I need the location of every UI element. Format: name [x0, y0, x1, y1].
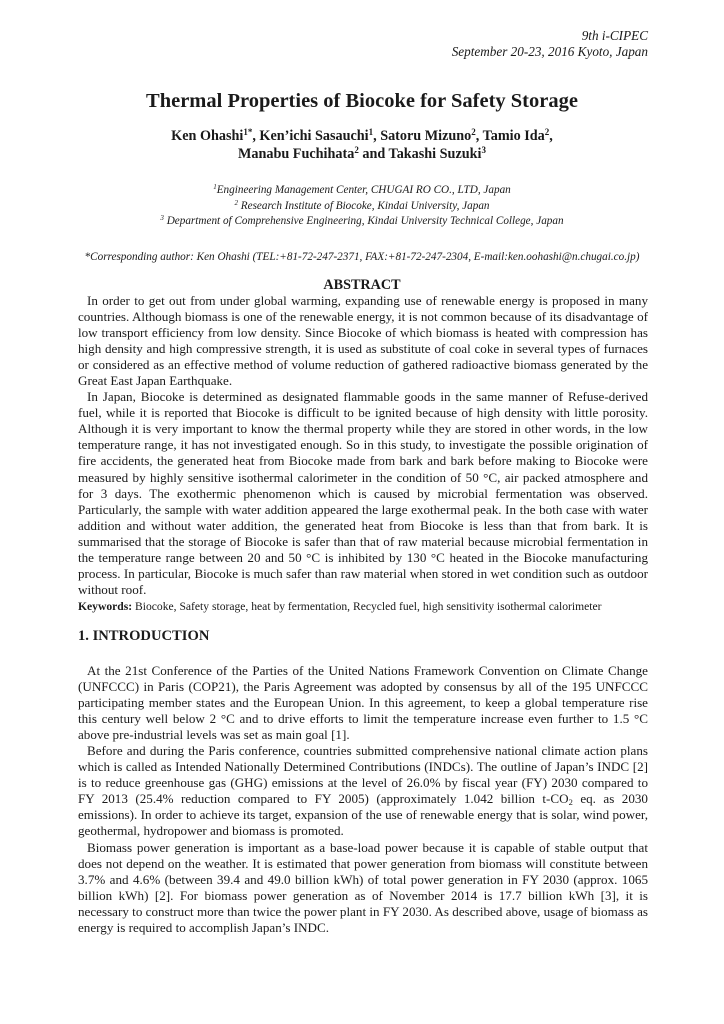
abstract-heading: ABSTRACT — [323, 277, 401, 293]
conference-name: 9th i-CIPEC — [581, 28, 648, 43]
paragraph-text: Before and during the Paris conference, countries submitted comprehensive national climate action plans which is called as Intended Nationally Determined Contributions (INDCs). The outline of Japan’s INDC [2] is to reduce greenhouse gas (GHG) emissions at the level of 26.0% by fiscal year (FY) 2030 compared to FY 2013 (25.4% reduction compared to FY 2005) (approximately 1.042 billion t-CO — [78, 743, 648, 807]
introduction-paragraph: At the 21st Conference of the Parties of the United Nations Framework Convention on Climate Change (UNFCCC) in Paris (COP21), the Paris Agreement was adopted by consensus by all of the 195 UNFCCC participating member states and the European Union. In this agreement, to keep a global temperature rise this century well below 2 °C and to drive efforts to limit the temperature increase even further to 1.5 °C above pre-industrial levels was set as main goal [1]. — [78, 663, 648, 743]
affiliation — [0, 214, 724, 230]
corresponding-author: *Corresponding author: Ken Ohashi (TEL:+81-72-247-2371, FAX:+81-72-247-2304, E-mail:ken.oohashi@n.chugai.co.jp) — [84, 251, 640, 263]
author-affiliation-mark: 1 — [368, 127, 374, 137]
author-affiliation-mark: 2 — [544, 127, 550, 137]
author-line-2 — [0, 145, 724, 163]
abstract-body — [78, 293, 648, 598]
affiliation-mark: 2 — [234, 198, 238, 207]
affiliation-mark: 1 — [213, 183, 217, 191]
author-affiliation-mark: 3 — [481, 145, 486, 155]
keywords-text: Biocoke, Safety storage, heat by fermentation, Recycled fuel, high sensitivity isothermal calorimeter — [132, 600, 602, 613]
author-name: Manabu Fuchihata — [238, 146, 355, 162]
author-separator: , — [252, 128, 260, 144]
affiliation-list — [0, 183, 724, 230]
author-affiliation-mark: 2 — [471, 127, 476, 137]
affiliation-mark: 3 — [160, 214, 164, 222]
conference-header — [452, 28, 648, 60]
author-name: Satoru Mizuno — [380, 128, 472, 144]
conference-date-location: September 20-23, 2016 Kyoto, Japan — [451, 44, 648, 59]
affiliation-text: Engineering Management Center, CHUGAI RO CO., LTD, Japan — [216, 184, 511, 196]
author-affiliation-mark: 1* — [243, 127, 253, 137]
author-name: Takashi Suzuki — [388, 146, 482, 162]
introduction-paragraph: Biomass power generation is important as a base-load power because it is capable of stable output that does not depend on the weather. It is estimated that power generation from biomass will constitute between 3.7% and 4.6% (between 39.4 and 49.0 billion kWh) of total power generation in FY 2030 (approx. 1065 billion kWh) [2]. For biomass power generation as of November 2014 is 17.7 billion kWh [3], it is necessary to construct more than twice the power plant in FY 2030. As described above, usage of biomass as energy is required to accomplish Japan’s INDC. — [78, 839, 648, 935]
author-separator: , — [373, 128, 381, 144]
author-affiliation-mark: 2 — [354, 145, 359, 155]
author-separator: and — [358, 146, 389, 162]
introduction-body — [78, 663, 648, 936]
introduction-heading: 1. INTRODUCTION — [78, 628, 210, 644]
author-name: Tamio Ida — [482, 128, 545, 144]
author-line-1 — [0, 127, 724, 145]
affiliation — [0, 199, 724, 215]
subscript: 2 — [568, 797, 573, 808]
affiliation-text: Department of Comprehensive Engineering, Kindai University Technical College, Japan — [163, 215, 564, 227]
abstract-paragraph: In Japan, Biocoke is determined as designated flammable goods in the same manner of Refuse-derived fuel, while it is reported that Biocoke is difficult to be ignited because of high density with little porosity. Although it is very important to know the thermal property while they are stored in other words, in the low temperature range, it has not investigated enough. So in this study, to investigate the possible origination of fire accidents, the generated heat from Biocoke made from bark and bark before making to Biocoke were measured by highly sensitive isothermal calorimeter in the condition of 50 °C, air packed atmosphere and for 3 days. The exothermic phenomenon which is caused by microbial fermentation was observed. Particularly, the sample with water addition appeared the large exothermal peak. In the both case with water addition and without water addition, the generated heat from Biocoke is less than that from bark. It is summarised that the storage of Biocoke is safer than that of raw material because microbial fermentation in the temperature range between 20 and 50 °C is inhibited by 130 °C heated in the Biocoke manufacturing process. In particular, Biocoke is much safer than raw material when stored in wet condition such as outdoor without roof. — [78, 389, 648, 597]
affiliation — [0, 183, 724, 199]
introduction-paragraph — [78, 743, 648, 839]
keywords — [78, 599, 658, 614]
author-name: Ken Ohashi — [171, 128, 244, 144]
affiliation-text: Research Institute of Biocoke, Kindai University, Japan — [237, 199, 490, 212]
paragraph-text: eq. as 2030 emissions). In order to achieve its target, expansion of the use of renewable energy that is solar, wind power, geothermal, hydropower and biomass is promoted. — [78, 791, 648, 839]
paper-title: Thermal Properties of Biocoke for Safety Storage — [146, 90, 578, 112]
keywords-label: Keywords: — [78, 600, 133, 613]
author-list — [0, 127, 724, 163]
abstract-paragraph: In order to get out from under global warming, expanding use of renewable energy is proposed in many countries. Although biomass is one of the renewable energy, it is not common because of its disadvantage of low transport efficiency from low density. Since Biocoke of which biomass is heated with compression has high density and high compressive strength, it is used as substitute of coal coke in several types of furnaces or considered as an effective method of volume reduction of gathered radioactive biomass generated by the Great East Japan Earthquake. — [78, 293, 648, 389]
author-separator: , — [475, 128, 483, 144]
author-name: Ken’ichi Sasauchi — [259, 128, 369, 144]
author-separator: , — [549, 128, 553, 144]
